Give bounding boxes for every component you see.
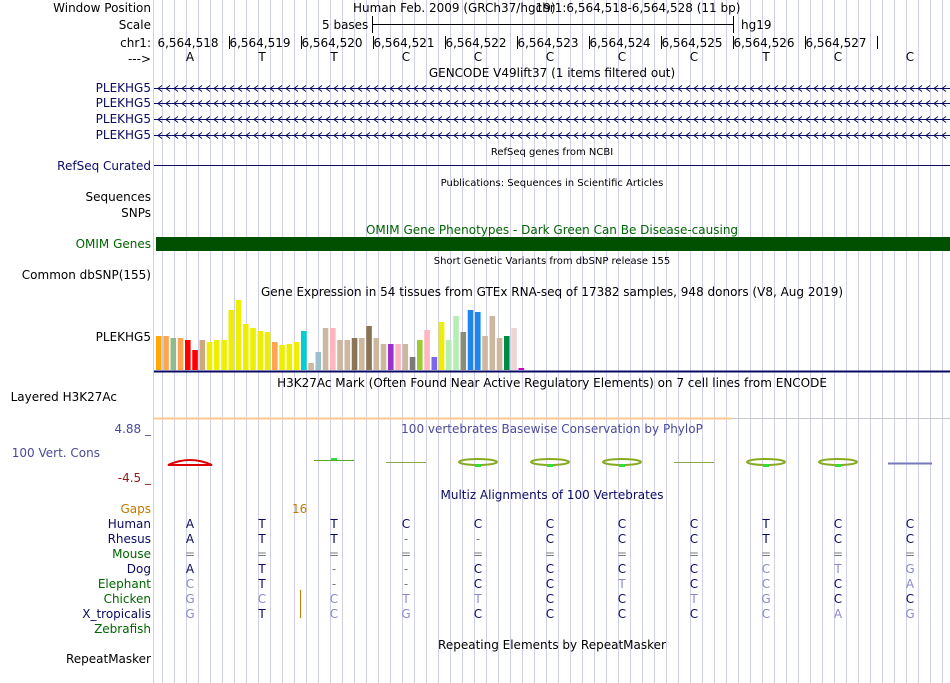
alignment-base: C bbox=[833, 592, 843, 606]
scale-bar-text: 5 bases bbox=[322, 18, 369, 32]
alignment-base: = bbox=[544, 547, 556, 561]
alignment-base: A bbox=[185, 532, 195, 546]
alignment-base: C bbox=[689, 577, 699, 591]
alignment-base: C bbox=[761, 577, 771, 591]
gtex-tissue-bar bbox=[417, 340, 423, 370]
reference-base: T bbox=[258, 50, 266, 64]
gtex-tissue-bar bbox=[482, 336, 488, 370]
gencode-label-2[interactable]: PLEKHG5 bbox=[95, 96, 151, 110]
species-label[interactable]: Zebrafish bbox=[94, 622, 151, 636]
gencode-label-1[interactable]: PLEKHG5 bbox=[95, 81, 151, 95]
alignment-base: T bbox=[690, 592, 698, 606]
dbsnp-label[interactable]: Common dbSNP(155) bbox=[21, 268, 151, 282]
gtex-tissue-bar bbox=[316, 352, 322, 370]
db-text: hg19 bbox=[741, 18, 772, 32]
alignment-base: = bbox=[760, 547, 772, 561]
gtex-tissue-bar bbox=[214, 340, 220, 370]
gencode-title: GENCODE V49lift37 (1 items filtered out) bbox=[428, 66, 676, 80]
gaps-label[interactable]: Gaps bbox=[120, 502, 151, 516]
conservation-mark bbox=[547, 464, 553, 467]
coordinate-label: 6,564,518 bbox=[157, 36, 219, 50]
gtex-tissue-bar bbox=[410, 357, 416, 370]
alignment-base: G bbox=[185, 592, 195, 606]
gtex-tissue-bar bbox=[308, 363, 314, 370]
species-label[interactable]: Rhesus bbox=[107, 532, 151, 546]
sequences-label[interactable]: Sequences bbox=[85, 190, 151, 204]
h3k27ac-title: H3K27Ac Mark (Often Found Near Active Regulatory Elements) on 7 cell lines from ENCODE bbox=[277, 376, 827, 390]
gtex-tissue-bar bbox=[301, 331, 307, 370]
alignment-base: - bbox=[403, 532, 409, 546]
alignment-base: = bbox=[688, 547, 700, 561]
alignment-base: C bbox=[833, 532, 843, 546]
reference-base: C bbox=[617, 50, 627, 64]
gtex-label[interactable]: PLEKHG5 bbox=[95, 330, 151, 344]
gtex-tissue-bar bbox=[272, 342, 278, 370]
repeatmasker-label[interactable]: RepeatMasker bbox=[65, 652, 151, 666]
omim-label[interactable]: OMIM Genes bbox=[75, 237, 151, 251]
gtex-tissue-bar bbox=[258, 331, 264, 370]
window-position-label: Window Position bbox=[53, 1, 151, 15]
strand-arrow-label: ---> bbox=[127, 52, 151, 66]
coordinate-label: 6,564,525 bbox=[661, 36, 723, 50]
gtex-tissue-bar bbox=[207, 342, 213, 370]
alignment-base: C bbox=[473, 517, 483, 531]
alignment-base: = bbox=[616, 547, 628, 561]
reference-base: C bbox=[905, 50, 915, 64]
gtex-tissue-bar bbox=[156, 336, 162, 370]
alignment-base: C bbox=[617, 532, 627, 546]
reference-base: C bbox=[473, 50, 483, 64]
snps-label[interactable]: SNPs bbox=[121, 206, 151, 220]
alignment-base: C bbox=[833, 517, 843, 531]
gtex-tissue-bar bbox=[330, 328, 336, 370]
coordinate-label: 6,564,522 bbox=[445, 36, 507, 50]
gtex-tissue-bar bbox=[185, 340, 191, 370]
coordinate-label: 6,564,519 bbox=[229, 36, 291, 50]
alignment-base: C bbox=[761, 607, 771, 621]
alignment-base: C bbox=[617, 517, 627, 531]
gtex-tissue-bar bbox=[243, 324, 249, 370]
alignment-base: C bbox=[905, 592, 915, 606]
conservation-mark bbox=[619, 464, 625, 467]
cons-max-label: 4.88 _ bbox=[114, 422, 151, 436]
position-text: chr1:6,564,518-6,564,528 (11 bp) bbox=[535, 1, 741, 15]
alignment-base: - bbox=[475, 532, 481, 546]
species-label[interactable]: Mouse bbox=[112, 547, 151, 561]
gtex-tissue-bar bbox=[497, 338, 503, 370]
refseq-title: RefSeq genes from NCBI bbox=[490, 147, 614, 158]
alignment-base: C bbox=[617, 607, 627, 621]
alignment-base: C bbox=[473, 607, 483, 621]
repeatmasker-title: Repeating Elements by RepeatMasker bbox=[438, 638, 666, 652]
gtex-tissue-bar bbox=[345, 340, 351, 370]
alignment-base: A bbox=[833, 607, 843, 621]
alignment-base: = bbox=[328, 547, 340, 561]
alignment-base: C bbox=[473, 562, 483, 576]
alignment-base: C bbox=[545, 562, 555, 576]
alignment-base: T bbox=[330, 532, 338, 546]
alignment-base: C bbox=[617, 562, 627, 576]
coordinate-label: 6,564,523 bbox=[517, 36, 579, 50]
assembly-text: Human Feb. 2009 (GRCh37/hg19) bbox=[353, 1, 556, 15]
cons-min-label: -4.5 _ bbox=[117, 471, 151, 485]
reference-base: A bbox=[185, 50, 195, 64]
h3k27ac-label[interactable]: Layered H3K27Ac bbox=[10, 390, 117, 404]
coordinate-label: 6,564,521 bbox=[373, 36, 435, 50]
alignment-base: C bbox=[833, 577, 843, 591]
alignment-base: = bbox=[832, 547, 844, 561]
gtex-tissue-bar bbox=[287, 344, 293, 370]
refseq-label[interactable]: RefSeq Curated bbox=[57, 159, 151, 173]
conservation-mark bbox=[475, 464, 481, 467]
alignment-base: C bbox=[689, 517, 699, 531]
alignment-base: C bbox=[545, 532, 555, 546]
chr-label: chr1: bbox=[120, 36, 151, 50]
alignment-base: C bbox=[689, 532, 699, 546]
gtex-tissue-bar bbox=[366, 326, 372, 370]
omim-gene-bar bbox=[156, 237, 950, 251]
gtex-tissue-bar bbox=[250, 328, 256, 370]
alignment-base: T bbox=[330, 517, 338, 531]
gtex-tissue-bar bbox=[229, 310, 235, 370]
gtex-tissue-bar bbox=[178, 338, 184, 370]
species-label[interactable]: Chicken bbox=[103, 592, 151, 606]
species-label[interactable]: X_tropicalis bbox=[82, 607, 151, 621]
gtex-tissue-bar bbox=[381, 344, 387, 370]
gtex-title: Gene Expression in 54 tissues from GTEx RNA-seq of 17382 samples, 948 donors (V8, Aug 2019) bbox=[260, 285, 844, 299]
gtex-tissue-bar bbox=[424, 330, 430, 370]
alignment-base: C bbox=[545, 607, 555, 621]
cons-title: 100 vertebrates Basewise Conservation by PhyloP bbox=[401, 422, 703, 436]
alignment-base: G bbox=[905, 607, 915, 621]
cons-track-label[interactable]: 100 Vert. Cons bbox=[11, 446, 100, 460]
gtex-tissue-bar bbox=[171, 338, 177, 370]
alignment-base: = bbox=[400, 547, 412, 561]
alignment-base: T bbox=[258, 562, 266, 576]
gtex-tissue-bar bbox=[163, 336, 169, 370]
gtex-tissue-bar bbox=[279, 345, 285, 370]
alignment-base: C bbox=[617, 592, 627, 606]
alignment-base: T bbox=[258, 517, 266, 531]
gtex-tissue-bar bbox=[323, 328, 329, 370]
gtex-tissue-bar bbox=[453, 316, 459, 370]
alignment-base: - bbox=[403, 562, 409, 576]
gtex-tissue-bar bbox=[374, 338, 380, 370]
gtex-tissue-bar bbox=[468, 310, 474, 370]
gtex-tissue-bar bbox=[519, 368, 525, 370]
alignment-base: C bbox=[905, 517, 915, 531]
gtex-tissue-bar bbox=[446, 340, 452, 370]
gtex-tissue-bar bbox=[192, 350, 198, 370]
gaps-count: 16 bbox=[292, 502, 308, 516]
alignment-base: = bbox=[184, 547, 196, 561]
gtex-tissue-bar bbox=[395, 344, 401, 370]
coordinate-label: 6,564,520 bbox=[301, 36, 363, 50]
alignment-base: C bbox=[545, 577, 555, 591]
alignment-base: = bbox=[904, 547, 916, 561]
multiz-title: Multiz Alignments of 100 Vertebrates bbox=[440, 488, 664, 502]
alignment-base: C bbox=[545, 517, 555, 531]
alignment-base: - bbox=[331, 562, 337, 576]
gtex-tissue-bar bbox=[403, 344, 409, 370]
scale-label: Scale bbox=[118, 18, 151, 32]
gtex-tissue-bar bbox=[388, 344, 394, 370]
reference-base: T bbox=[762, 50, 770, 64]
alignment-base: T bbox=[258, 577, 266, 591]
reference-base: C bbox=[689, 50, 699, 64]
reference-base: T bbox=[330, 50, 338, 64]
alignment-base: T bbox=[474, 592, 482, 606]
alignment-base: T bbox=[762, 532, 770, 546]
alignment-base: G bbox=[401, 607, 411, 621]
species-label[interactable]: Human bbox=[107, 517, 151, 531]
gtex-tissue-bar bbox=[475, 312, 481, 370]
gtex-tissue-bar bbox=[359, 338, 365, 370]
conservation-mark bbox=[835, 464, 841, 467]
alignment-base: T bbox=[258, 532, 266, 546]
publications-title: Publications: Sequences in Scientific Articles bbox=[440, 178, 664, 189]
reference-base: C bbox=[545, 50, 555, 64]
alignment-base: T bbox=[258, 607, 266, 621]
alignment-base: - bbox=[403, 577, 409, 591]
conservation-mark bbox=[331, 458, 337, 460]
track-labels-column bbox=[0, 0, 153, 683]
gtex-tissue-bar bbox=[490, 316, 496, 370]
alignment-base: = bbox=[256, 547, 268, 561]
alignment-base: T bbox=[762, 517, 770, 531]
alignment-base: C bbox=[185, 577, 195, 591]
gtex-tissue-bar bbox=[432, 357, 438, 370]
conservation-mark bbox=[763, 464, 769, 467]
gencode-label-4[interactable]: PLEKHG5 bbox=[95, 128, 151, 142]
gtex-tissue-bar bbox=[221, 340, 227, 370]
alignment-base: A bbox=[905, 577, 915, 591]
reference-base: C bbox=[833, 50, 843, 64]
gtex-tissue-bar bbox=[511, 328, 517, 370]
alignment-base: C bbox=[329, 592, 339, 606]
gencode-label-3[interactable]: PLEKHG5 bbox=[95, 112, 151, 126]
gtex-tissue-bar bbox=[265, 332, 271, 370]
tracks-area[interactable] bbox=[154, 0, 950, 683]
alignment-base: - bbox=[331, 577, 337, 591]
gtex-tissue-bar bbox=[352, 338, 358, 370]
alignment-base: C bbox=[689, 562, 699, 576]
alignment-base: A bbox=[185, 562, 195, 576]
gtex-tissue-bar bbox=[439, 322, 445, 370]
coordinate-label: 6,564,526 bbox=[733, 36, 795, 50]
gtex-tissue-bar bbox=[461, 332, 467, 370]
alignment-base: C bbox=[329, 607, 339, 621]
tracks-graphics bbox=[154, 0, 950, 683]
dbsnp-title: Short Genetic Variants from dbSNP release 155 bbox=[433, 256, 671, 267]
alignment-base: C bbox=[401, 517, 411, 531]
coordinate-label: 6,564,527 bbox=[805, 36, 867, 50]
reference-base: C bbox=[401, 50, 411, 64]
alignment-base: T bbox=[834, 562, 842, 576]
gtex-tissue-bar bbox=[200, 340, 206, 370]
omim-title: OMIM Gene Phenotypes - Dark Green Can Be Disease-causing bbox=[365, 223, 739, 237]
alignment-base: G bbox=[185, 607, 195, 621]
gtex-tissue-bar bbox=[236, 300, 242, 370]
alignment-base: C bbox=[545, 592, 555, 606]
alignment-base: C bbox=[689, 607, 699, 621]
alignment-base: T bbox=[618, 577, 626, 591]
species-label[interactable]: Elephant bbox=[97, 577, 151, 591]
alignment-base: = bbox=[472, 547, 484, 561]
gtex-tissue-bar bbox=[504, 336, 510, 370]
alignment-base: C bbox=[473, 577, 483, 591]
alignment-base: C bbox=[905, 532, 915, 546]
alignment-base: T bbox=[402, 592, 410, 606]
alignment-base: G bbox=[905, 562, 915, 576]
coordinate-label: 6,564,524 bbox=[589, 36, 651, 50]
alignment-base: G bbox=[761, 592, 771, 606]
species-label[interactable]: Dog bbox=[126, 562, 151, 576]
alignment-base: C bbox=[257, 592, 267, 606]
alignment-base: C bbox=[761, 562, 771, 576]
gtex-tissue-bar bbox=[337, 340, 343, 370]
gtex-tissue-bar bbox=[294, 342, 300, 370]
alignment-base: A bbox=[185, 517, 195, 531]
